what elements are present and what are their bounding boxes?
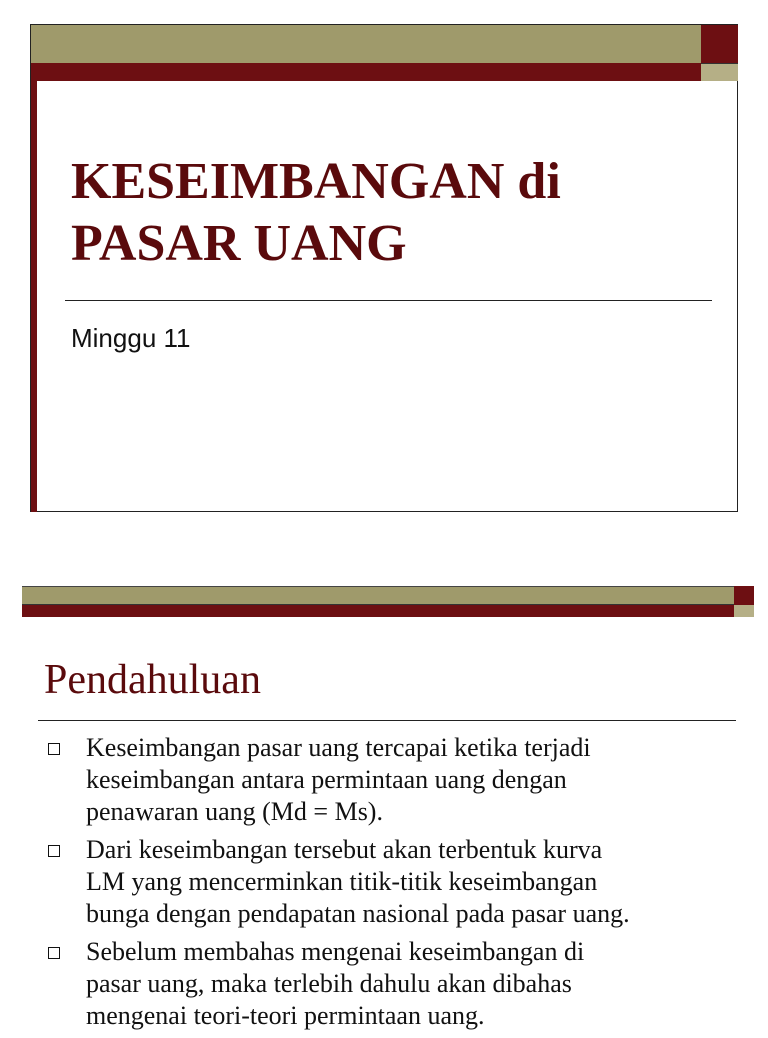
slide2-header-olive-band (22, 586, 734, 605)
slide2-corner-square-light (734, 605, 754, 617)
bullet-line: Keseimbangan pasar uang tercapai ketika terjadi (86, 733, 591, 762)
header-olive-band (31, 25, 701, 64)
slide-title-line: PASAR UANG (71, 215, 407, 272)
bullet-line: keseimbangan antara permintaan uang dengan (86, 765, 567, 794)
heading-divider (38, 720, 736, 721)
bullet-line: Sebelum membahas mengenai keseimbangan di (86, 937, 585, 966)
left-accent-bar (31, 81, 37, 512)
list-item (44, 732, 734, 828)
header-maroon-band (31, 63, 701, 81)
slide2-corner-square (734, 586, 754, 605)
title-divider (65, 300, 712, 301)
bullet-text (86, 936, 734, 1032)
bullet-list (44, 732, 734, 1038)
header-corner-square-light (701, 63, 738, 81)
bullet-text (86, 732, 734, 828)
slide-title (71, 151, 711, 275)
header-corner-square (701, 25, 738, 63)
bullet-line: LM yang mencerminkan titik-titik keseimbangan (86, 867, 598, 896)
slide-title-line: KESEIMBANGAN di (71, 153, 561, 210)
list-item (44, 936, 734, 1032)
square-bullet-icon (48, 947, 60, 959)
square-bullet-icon (48, 743, 60, 755)
square-bullet-icon (48, 845, 60, 857)
bullet-line: penawaran uang (Md = Ms). (86, 797, 383, 826)
bullet-line: Dari keseimbangan tersebut akan terbentuk kurva (86, 835, 603, 864)
bullet-text (86, 834, 734, 930)
slide2-header-maroon-band (22, 605, 734, 617)
slide-subtitle: Minggu 11 (71, 323, 191, 353)
bullet-line: mengenai teori-teori permintaan uang. (86, 1001, 485, 1030)
bullet-line: bunga dengan pendapatan nasional pada pasar uang. (86, 899, 630, 928)
bullet-line: pasar uang, maka terlebih dahulu akan dibahas (86, 969, 572, 998)
title-slide (30, 24, 738, 512)
list-item (44, 834, 734, 930)
section-heading: Pendahuluan (44, 657, 261, 703)
